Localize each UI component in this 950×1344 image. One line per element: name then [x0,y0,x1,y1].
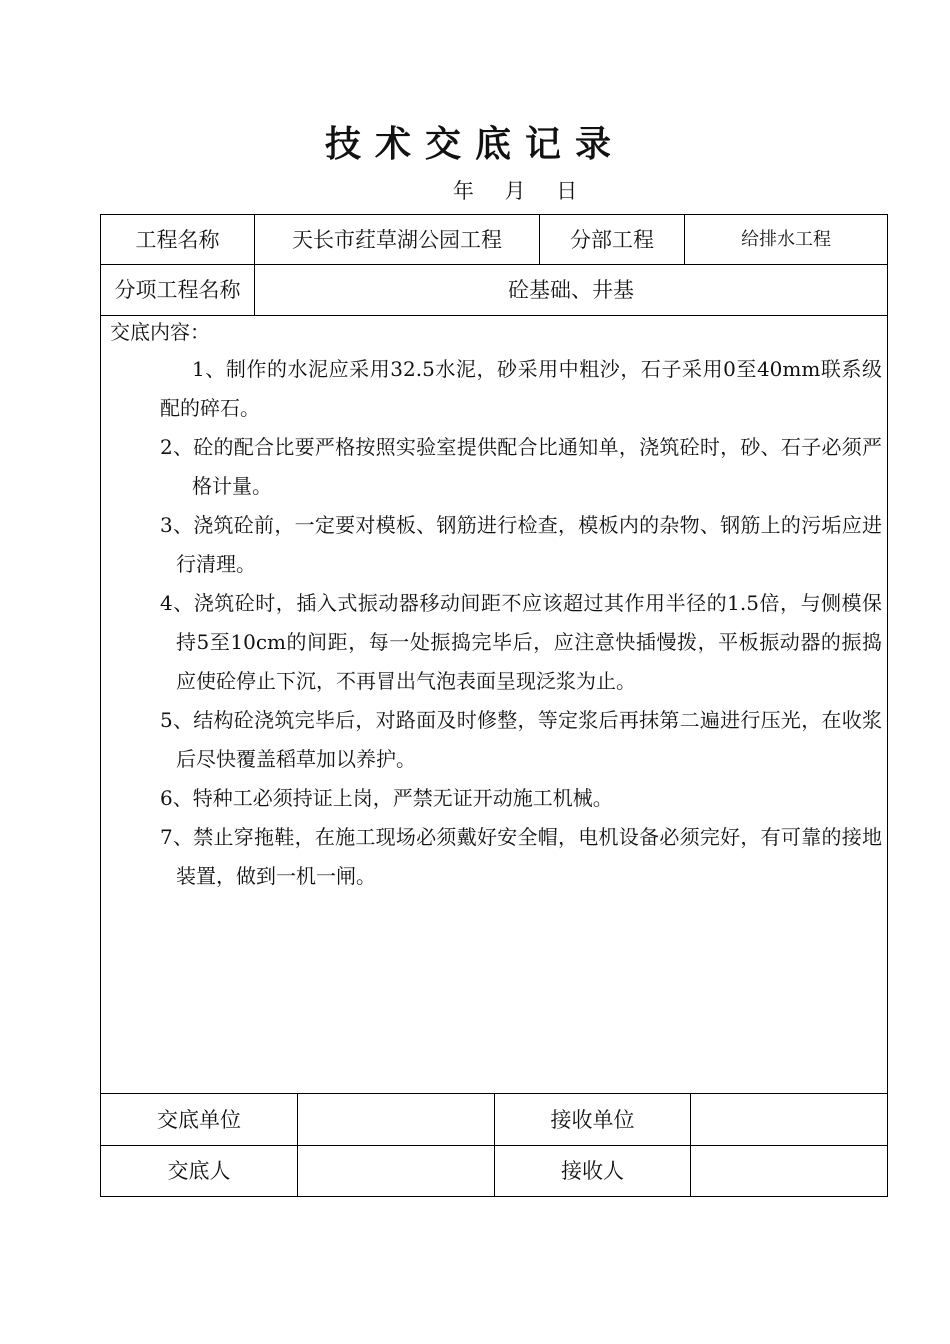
content-item: 6、特种工必须持证上岗，严禁无证开动施工机械。 [160,786,613,810]
division-value: 给排水工程 [741,228,831,250]
date-line [0,176,950,206]
subitem-value: 砼基础、井基 [508,278,634,302]
receiving-person-label: 接收人 [561,1159,624,1183]
content-item: 2、砼的配合比要严格按照实验室提供配合比通知单，浇筑砼时，砂、石子必须严格计量。 [160,435,882,498]
handover-person-label: 交底人 [167,1159,231,1183]
handover-unit-label: 交底单位 [157,1107,241,1132]
date-day: 日 [556,179,578,203]
division-label: 分部工程 [570,227,654,252]
receiving-unit-value[interactable] [691,1094,887,1145]
content-item: 1、制作的水泥应采用32.5水泥，砂采用中粗沙，石子采用0至40mm联系级配的碎石。 [160,357,882,420]
content-item: 7、禁止穿拖鞋，在施工现场必须戴好安全帽，电机设备必须完好，有可靠的接地装置，做到一机一闸。 [160,825,882,888]
date-month: 月 [504,179,526,203]
project-name-value: 天长市荭草湖公园工程 [292,227,502,252]
content-label: 交底内容： [110,320,210,344]
subitem-label: 分项工程名称 [114,278,241,302]
receiving-person-value[interactable] [691,1146,887,1196]
date-year: 年 [452,179,474,203]
handover-person-value[interactable] [298,1146,494,1196]
row-divider [100,315,888,316]
document-title: 技术交底记录 [324,123,625,165]
content-item: 4、浇筑砼时，插入式振动器移动间距不应该超过其作用半径的1.5倍，与侧模保持5至10cm的间距，每一处振捣完毕后，应注意快插慢拨，平板振动器的振捣应使砼停止下沉，不再冒出气泡表面呈现泛浆为止。 [160,591,882,693]
content-item: 5、结构砼浇筑完毕后，对路面及时修整，等定浆后再抹第二遍进行压光，在收浆后尽快覆盖稻草加以养护。 [160,708,882,771]
project-name-label: 工程名称 [135,227,220,252]
handover-unit-value[interactable] [298,1094,494,1145]
content-list [160,350,882,896]
content-item: 3、浇筑砼前，一定要对模板、钢筋进行检查，模板内的杂物、钢筋上的污垢应进行清理。 [160,513,882,576]
receiving-unit-label: 接收单位 [550,1107,635,1132]
